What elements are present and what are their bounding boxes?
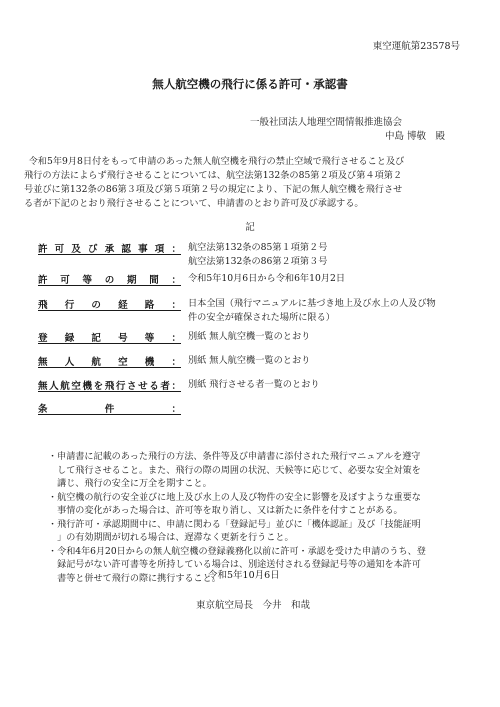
- item-label: 無人航空機：: [38, 357, 181, 368]
- item-value-line: 令和5年10月6日から令和6年10月2日: [188, 273, 346, 284]
- document-number: 東空運航第23578号: [372, 41, 460, 52]
- item-value: [188, 354, 310, 368]
- item-label: 無人航空機を飛行させる者：: [38, 381, 181, 392]
- condition-line: ・航空機の航行の安全並びに地上及び水上の人及び物件の安全に影響を及ぼすような重要な: [48, 492, 421, 503]
- item-value-line: 別紙 無人航空機一覧のとおり: [188, 355, 311, 366]
- intro-line: 令和5年9月8日付をもって申請のあった無人航空機を飛行の禁止空域で飛行させること及び: [28, 156, 405, 167]
- item-value: [188, 330, 310, 344]
- item-value-line: 日本全国（飛行マニュアルに基づき地上及び水上の人及び物: [188, 298, 436, 309]
- item-value-line: 航空法第132条の86第２項第３号: [188, 256, 328, 267]
- item-value: [188, 378, 320, 392]
- item-value-line: 別紙 無人航空機一覧のとおり: [188, 331, 311, 342]
- condition-line: ・飛行許可・承認期間中に、申請に関わる「登録記号」並びに「機体認証」及び「技能証明: [48, 519, 421, 530]
- issuer-name: 東京航空局長 今井 和哉: [196, 600, 311, 611]
- ki-heading: 記: [245, 222, 255, 233]
- item-value-line: 件の安全が確保された場所に限る）: [188, 312, 335, 323]
- intro-paragraph: [24, 155, 479, 211]
- item-value: [188, 297, 436, 325]
- intro-line: 号並びに第132条の86第３項及び第５項第２号の規定により、下記の無人航空機を飛行させ: [24, 184, 403, 195]
- condition-line: 講じ、飛行の安全に万全を期すこと。: [48, 479, 212, 489]
- condition-line: ・申請書に記載のあった飛行の方法、条件等及び申請書に添付された飛行マニュアルを遵守: [48, 452, 421, 462]
- condition-line: 」の有効期間が切れる場合は、遅滞なく更新を行うこと。: [48, 533, 294, 543]
- condition-line: ・令和4年6月20日からの無人航空機の登録義務化以前に許可・承認を受けた申請のうち、登: [48, 546, 426, 557]
- item-label: 許可等の期間：: [38, 275, 181, 286]
- intro-line: る者が下記のとおり飛行させることについて、申請書のとおり許可及び承認する。: [24, 198, 364, 209]
- item-value-line: 航空法第132条の85第１項第２号: [188, 242, 328, 253]
- item-value: [188, 272, 345, 286]
- item-label: 登録記号等：: [38, 333, 181, 344]
- item-value-line: 別紙 飛行させる者一覧のとおり: [188, 379, 320, 390]
- recipient-name: 中島 博敬 殿: [385, 131, 446, 142]
- item-value: [188, 241, 327, 269]
- issue-date: 令和5年10月6日: [208, 570, 280, 581]
- intro-line: 飛行の方法によらず飛行させることについては、航空法第132条の85第２項及び第４項第２: [24, 170, 403, 181]
- item-label: 条件：: [38, 404, 181, 415]
- item-label: 飛行の経路：: [38, 300, 181, 311]
- condition-line: して飛行させること。また、飛行の際の周囲の状況、天候等に応じて、必要な安全対策を: [48, 465, 421, 476]
- conditions-list: [48, 451, 488, 586]
- recipient-organization: 一般社団法人地理空間情報推進協会: [250, 117, 403, 128]
- condition-line: 録記号がない許可書等を所持している場合は、別途送付される登録記号等の通知を本許可: [48, 560, 421, 570]
- item-label: 許可及び承認事項：: [38, 244, 181, 255]
- condition-line: 書等と併せて飛行の際に携行すること。: [48, 573, 221, 584]
- condition-line: 事情の変化があった場合は、許可等を取り消し、又は新たに条件を付すことがある。: [48, 506, 403, 516]
- document-title: 無人航空機の飛行に係る許可・承認書: [152, 77, 348, 91]
